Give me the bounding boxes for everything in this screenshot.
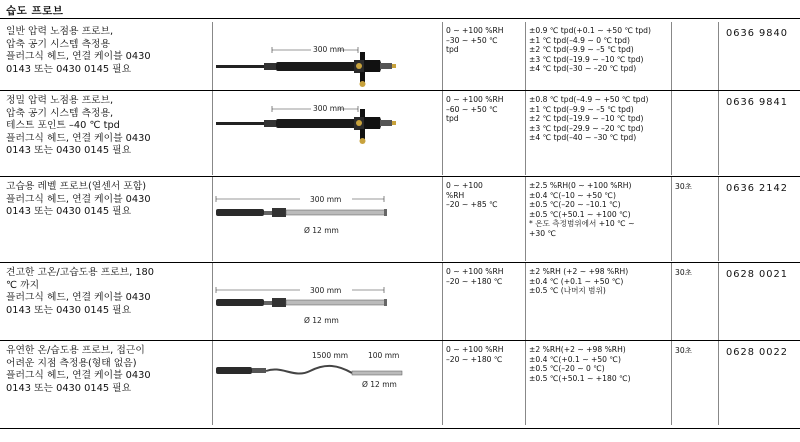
probe-length-label: 300 mm [313, 45, 345, 54]
order-code: 0636 9840 [726, 28, 788, 39]
table-row [0, 263, 800, 347]
table-row [0, 91, 800, 175]
order-code: 0628 0021 [726, 269, 788, 280]
response-time: 30초 [675, 346, 692, 355]
column-divider [442, 91, 443, 175]
order-code: 0636 2142 [726, 183, 788, 194]
column-divider [718, 263, 719, 347]
probe-image [212, 341, 442, 425]
probe-image [212, 263, 442, 347]
probe-diameter-label: Ø 12 mm [304, 316, 339, 325]
probe-diameter-label: Ø 12 mm [362, 380, 397, 389]
column-divider [525, 263, 526, 347]
section-title: 습도 프로브 [6, 5, 64, 17]
column-divider [718, 341, 719, 425]
probe-description: 견고한 고온/고습도용 프로브, 180 ℃ 까지 플러그식 헤드, 연결 케이블 0430 0143 또는 0430 0145 필요 [6, 267, 155, 316]
measuring-range: 0 ~ +100 %RH –20 ~ +180 ℃ [446, 267, 504, 286]
probe-length-label: 300 mm [313, 104, 345, 113]
accuracy: ±2 %RH (+2 ~ +98 %RH) ±0.4 ℃ (+0.1 ~ +50 ℃) ±0.5 ℃ (나머지 범위) [529, 267, 629, 296]
column-divider [671, 177, 672, 261]
order-code: 0636 9841 [726, 97, 788, 108]
measuring-range: 0 ~ +100 %RH –20 ~ +180 ℃ [446, 345, 504, 364]
column-divider [525, 91, 526, 175]
order-code: 0628 0022 [726, 347, 788, 358]
accuracy: ±2 %RH(+2 ~ +98 %RH) ±0.4 ℃(+0.1 ~ +50 ℃) ±0.5 ℃(–20 ~ 0 ℃) ±0.5 ℃(+50.1 ~ +180 ℃) [529, 345, 631, 383]
column-divider [212, 91, 213, 175]
response-time: 30초 [675, 268, 692, 277]
probe-length-label: 1500 mm [312, 351, 349, 360]
probe-description: 정밀 압력 노점용 프로브, 압축 공기 시스템 측정용, 테스트 포인트 –40 ℃ tpd 플러그식 헤드, 연결 케이블 0430 0143 또는 0430 0145 필요 [6, 95, 151, 156]
title-rule [0, 18, 800, 19]
response-time: 30초 [675, 182, 692, 191]
probe-diameter-label: Ø 12 mm [304, 226, 339, 235]
column-divider [671, 91, 672, 175]
accuracy: ±0.8 ℃ tpd(–4.9 ~ +50 ℃ tpd) ±1 ℃ tpd(–9.9 ~ –5 ℃ tpd) ±2 ℃ tpd(–19.9 ~ –10 ℃ tpd) ±3 ℃ tpd(–29.9 ~ –20 ℃ tpd) ±4 ℃ tpd(–40 ~ –30 ℃ tpd) [529, 95, 649, 143]
column-divider [442, 263, 443, 347]
column-divider [671, 341, 672, 425]
column-divider [525, 177, 526, 261]
row-divider [0, 428, 800, 429]
column-divider [442, 177, 443, 261]
probe-image [212, 91, 442, 175]
column-divider [671, 263, 672, 347]
column-divider [212, 341, 213, 425]
measuring-range: 0 ~ +100 %RH –30 ~ +50 ℃ tpd [446, 26, 504, 55]
column-divider [525, 341, 526, 425]
probe-image [212, 177, 442, 261]
column-divider [212, 263, 213, 347]
measuring-range: 0 ~ +100 %RH –60 ~ +50 ℃ tpd [446, 95, 504, 124]
column-divider [718, 91, 719, 175]
table-row [0, 177, 800, 261]
table-row [0, 341, 800, 425]
probe-description: 일반 압력 노점용 프로브, 압축 공기 시스템 측정용 플러그식 헤드, 연결 케이블 0430 0143 또는 0430 0145 필요 [6, 26, 151, 75]
accuracy: ±2.5 %RH(0 ~ +100 %RH) ±0.4 ℃(–10 ~ +50 ℃) ±0.5 ℃(–20 ~ –10.1 ℃) ±0.5 ℃(+50.1 ~ +100 ℃) * 온도 측정범위에서 +10 ℃ ~ +30 ℃ [529, 181, 635, 238]
probe-length-label: 300 mm [310, 286, 342, 295]
probe-length-label: 300 mm [310, 195, 342, 204]
probe-tip-length-label: 100 mm [368, 351, 400, 360]
probe-description: 유연한 온/습도용 프로브, 접근이 어려운 지점 측정용(형태 없음) 플러그식 헤드, 연결 케이블 0430 0143 또는 0430 0145 필요 [6, 345, 151, 394]
accuracy: ±0.9 ℃ tpd(+0.1 ~ +50 ℃ tpd) ±1 ℃ tpd(–4.9 ~ 0 ℃ tpd) ±2 ℃ tpd(–9.9 ~ –5 ℃ tpd) ±3 ℃ tpd(–19.9 ~ –10 ℃ tpd) ±4 ℃ tpd(–30 ~ –20 ℃ tpd) [529, 26, 651, 74]
column-divider [212, 177, 213, 261]
measuring-range: 0 ~ +100 %RH –20 ~ +85 ℃ [446, 181, 498, 210]
column-divider [718, 177, 719, 261]
probe-description: 고습용 레벨 프로브(열센서 포함) 플러그식 헤드, 연결 케이블 0430 0143 또는 0430 0145 필요 [6, 181, 151, 217]
column-divider [442, 341, 443, 425]
